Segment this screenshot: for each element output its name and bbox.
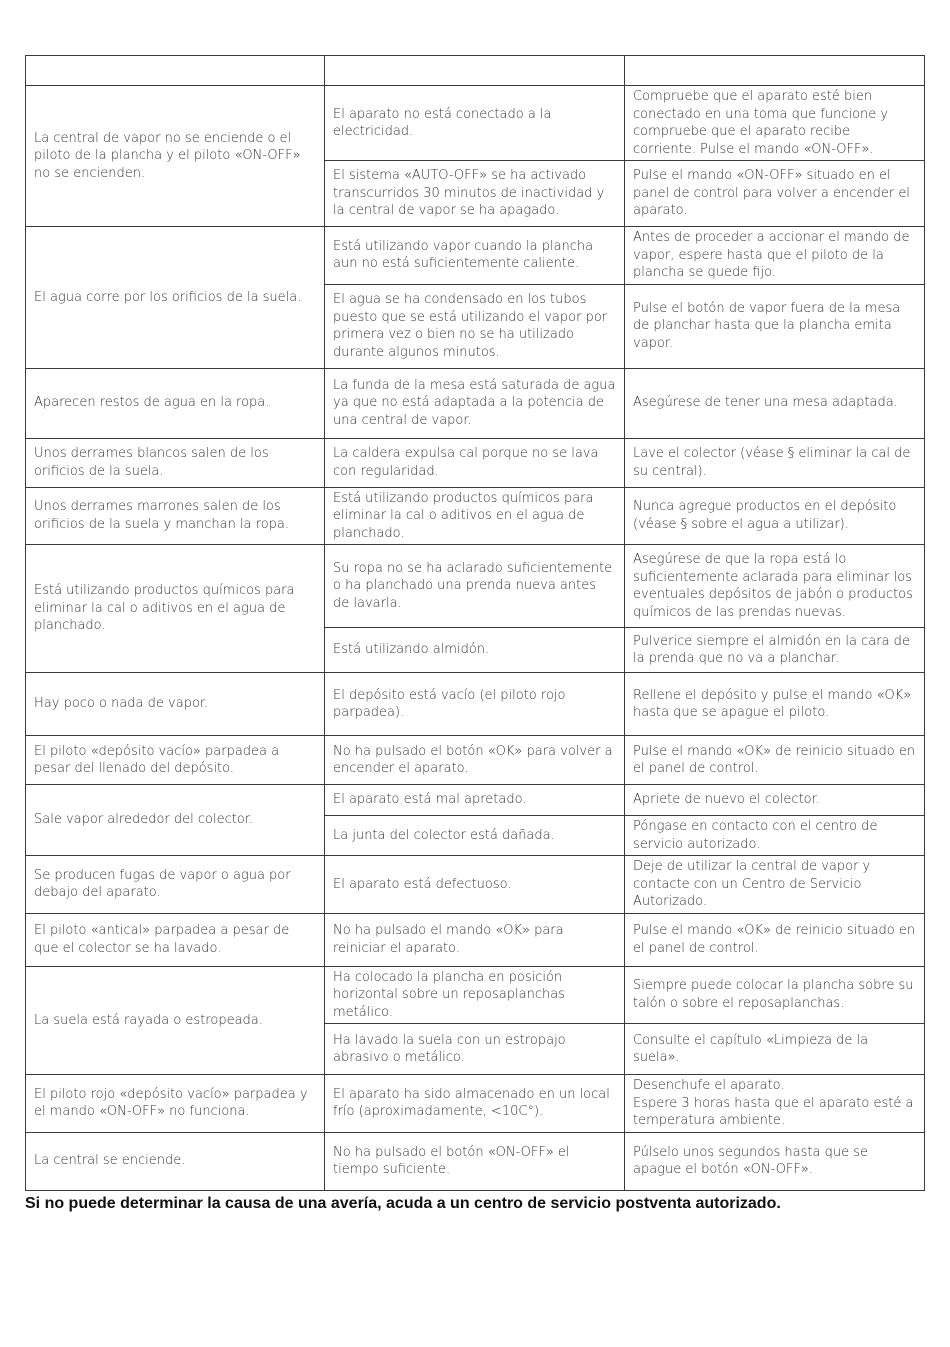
solution-cell: Lave el colector (véase § eliminar la cal de su central). (625, 438, 925, 487)
table-row (26, 86, 925, 161)
solution-cell: Desenchufe el aparato. Espere 3 horas hasta que el aparato esté a temperatura ambiente. (625, 1075, 925, 1133)
header-row (26, 56, 925, 86)
cause-cell: No ha pulsado el botón «ON-OFF» el tiempo suficiente. (325, 1132, 625, 1190)
solution-cell: Apriete de nuevo el colector. (625, 785, 925, 816)
cause-cell: El depósito está vacío (el piloto rojo parpadea). (325, 673, 625, 736)
solution-cell: Pulse el mando «OK» de reinicio situado en el panel de control. (625, 913, 925, 966)
problem-cell: El piloto «depósito vacío» parpadea a pesar del llenado del depósito. (26, 736, 325, 785)
problem-cell: Sale vapor alrededor del colector. (26, 785, 325, 856)
table-row (26, 966, 925, 1024)
table-row (26, 785, 925, 816)
solution-cell: Pulverice siempre el almidón en la cara de la prenda que no va a planchar. (625, 628, 925, 673)
table-row (26, 368, 925, 438)
cause-cell: El aparato está mal apretado. (325, 785, 625, 816)
cause-cell: La caldera expulsa cal porque no se lava con regularidad. (325, 438, 625, 487)
solution-cell: Nunca agregue productos en el depósito (véase § sobre el agua a utilizar). (625, 487, 925, 545)
table-row (26, 545, 925, 628)
cause-cell: El sistema «AUTO-OFF» se ha activado transcurridos 30 minutos de inactividad y la central de vapor se ha apagado. (325, 161, 625, 227)
table-header (26, 56, 925, 86)
cause-cell: El aparato está defectuoso. (325, 856, 625, 914)
cause-cell: Ha colocado la plancha en posición horizontal sobre un reposaplanchas metálico. (325, 966, 625, 1024)
problem-cell: Aparecen restos de agua en la ropa. (26, 368, 325, 438)
problem-cell: La central de vapor no se enciende o el piloto de la plancha y el piloto «ON-OFF» no se encienden. (26, 86, 325, 227)
solution-cell: Pulse el botón de vapor fuera de la mesa de planchar hasta que la plancha emita vapor. (625, 284, 925, 368)
cause-cell: La funda de la mesa está saturada de agua ya que no está adaptada a la potencia de una central de vapor. (325, 368, 625, 438)
solution-cell: Antes de proceder a accionar el mando de vapor, espere hasta que el piloto de la plancha se quede fijo. (625, 227, 925, 285)
table-row (26, 1132, 925, 1190)
solution-cell: Pulse el mando «ON-OFF» situado en el panel de control para volver a encender el aparato. (625, 161, 925, 227)
cause-cell: El aparato ha sido almacenado en un local frío (aproximadamente, <10C°). (325, 1075, 625, 1133)
cause-cell: Está utilizando almidón. (325, 628, 625, 673)
cause-cell: La junta del colector está dañada. (325, 816, 625, 856)
table-row (26, 736, 925, 785)
table-row (26, 856, 925, 914)
table-row (26, 913, 925, 966)
problem-cell: Unos derrames blancos salen de los orificios de la suela. (26, 438, 325, 487)
cause-cell: Ha lavado la suela con un estropajo abrasivo o metálico. (325, 1024, 625, 1075)
cause-cell: Está utilizando vapor cuando la plancha aun no está suficientemente caliente. (325, 227, 625, 285)
table-row (26, 438, 925, 487)
problem-cell: Se producen fugas de vapor o agua por debajo del aparato. (26, 856, 325, 914)
cause-cell: No ha pulsado el mando «OK» para reiniciar el aparato. (325, 913, 625, 966)
footer-note: Si no puede determinar la causa de una avería, acuda a un centro de servicio postventa autorizado. (25, 1195, 781, 1212)
solution-cell: Rellene el depósito y pulse el mando «OK» hasta que se apague el piloto. (625, 673, 925, 736)
table-row (26, 227, 925, 285)
table-row (26, 673, 925, 736)
table-row (26, 1075, 925, 1133)
problem-cell: El agua corre por los orificios de la suela. (26, 227, 325, 369)
solution-cell: Asegúrese de tener una mesa adaptada. (625, 368, 925, 438)
problem-cell: Unos derrames marrones salen de los orificios de la suela y manchan la ropa. (26, 487, 325, 545)
solution-cell: Consulte el capítulo «Limpieza de la suela». (625, 1024, 925, 1075)
problem-cell: Hay poco o nada de vapor. (26, 673, 325, 736)
cause-cell: No ha pulsado el botón «OK» para volver a encender el aparato. (325, 736, 625, 785)
solution-cell: Pulse el mando «OK» de reinicio situado en el panel de control. (625, 736, 925, 785)
solution-cell: Púlselo unos segundos hasta que se apague el botón «ON-OFF». (625, 1132, 925, 1190)
problem-cell: La central se enciende. (26, 1132, 325, 1190)
solution-cell: Compruebe que el aparato esté bien conectado en una toma que funcione y compruebe que el aparato recibe corriente. Pulse el mando «ON-OFF». (625, 86, 925, 161)
table-body (26, 86, 925, 1191)
header-cause (325, 56, 625, 86)
cause-cell: Está utilizando productos químicos para eliminar la cal o aditivos en el agua de planchado. (325, 487, 625, 545)
solution-cell: Siempre puede colocar la plancha sobre su talón o sobre el reposaplanchas. (625, 966, 925, 1024)
table-row (26, 487, 925, 545)
header-solution (625, 56, 925, 86)
problem-cell: El piloto «antical» parpadea a pesar de que el colector se ha lavado. (26, 913, 325, 966)
problem-cell: Está utilizando productos químicos para eliminar la cal o aditivos en el agua de planchado. (26, 545, 325, 673)
troubleshooting-table (25, 55, 925, 1191)
cause-cell: El aparato no está conectado a la electricidad. (325, 86, 625, 161)
solution-cell: Asegúrese de que la ropa está lo suficientemente aclarada para eliminar los eventuales depósitos de jabón o productos químicos de las prendas nuevas. (625, 545, 925, 628)
solution-cell: Deje de utilizar la central de vapor y contacte con un Centro de Servicio Autorizado. (625, 856, 925, 914)
cause-cell: Su ropa no se ha aclarado suficientemente o ha planchado una prenda nueva antes de lavarla. (325, 545, 625, 628)
problem-cell: El piloto rojo «depósito vacío» parpadea y el mando «ON-OFF» no funciona. (26, 1075, 325, 1133)
problem-cell: La suela está rayada o estropeada. (26, 966, 325, 1075)
header-problem (26, 56, 325, 86)
solution-cell: Póngase en contacto con el centro de servicio autorizado. (625, 816, 925, 856)
cause-cell: El agua se ha condensado en los tubos puesto que se está utilizando el vapor por primera vez o bien no se ha utilizado durante algunos minutos. (325, 284, 625, 368)
